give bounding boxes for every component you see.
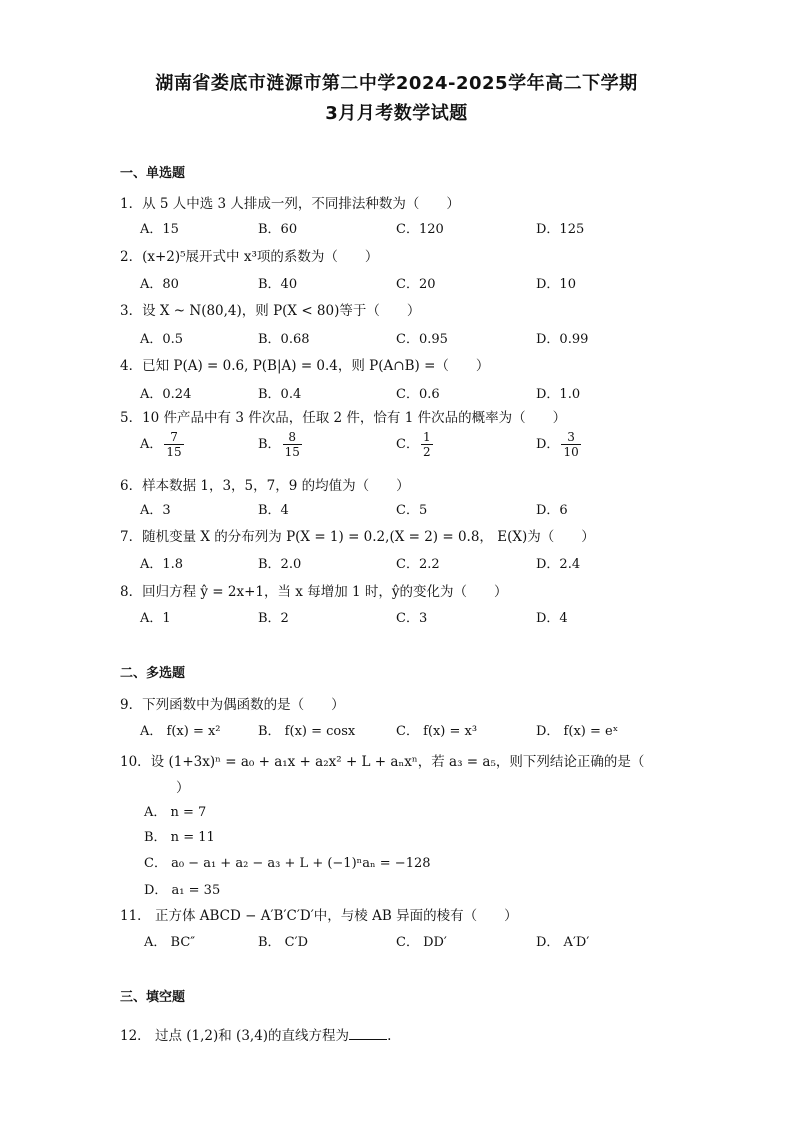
question-12-stem: 12． 过点 (1,2)和 (3,4)的直线方程为 [120, 1028, 350, 1044]
question-10-option-c: C． a₀ − a₁ + a₂ − a₃ + L + (−1)ⁿaₙ = −128 [144, 856, 431, 871]
fraction-numerator: 7 [164, 430, 183, 445]
question-9-option-d: D． f(x) = eˣ [536, 724, 619, 739]
question-2-option-a: A．80 [140, 277, 179, 292]
fraction-numerator: 1 [422, 430, 431, 444]
section-heading-fill-in: 三、填空题 [120, 990, 186, 1005]
question-2-option-d: D．10 [536, 277, 576, 292]
fraction [421, 430, 433, 459]
question-6-option-d: D．6 [536, 503, 568, 518]
question-3-option-a: A．0.5 [140, 332, 184, 347]
answer-blank[interactable] [349, 1027, 387, 1040]
question-3-option-b: B．0.68 [258, 332, 310, 347]
question-1-option-d: D．125 [536, 222, 585, 237]
question-4-stem: 4．已知 P(A) = 0.6, P(B|A) = 0.4，则 P(A∩B) =（ ） [120, 358, 490, 374]
fraction [164, 430, 183, 459]
question-5-option-c-label: C． [396, 437, 419, 452]
question-8-option-d: D．4 [536, 611, 568, 626]
question-3-stem: 3．设 X ~ N(80,4)，则 P(X < 80)等于（ ） [120, 303, 421, 319]
question-12 [120, 1024, 391, 1044]
question-2-stem: 2．(x+2)⁵展开式中 x³项的系数为（ ） [120, 249, 379, 265]
question-11-option-c: C． DD′ [396, 935, 447, 950]
question-5-option-b-label: B． [258, 437, 281, 452]
question-5-option-a [140, 430, 184, 459]
question-8-option-a: A．1 [140, 611, 171, 626]
fraction-numerator: 3 [561, 430, 580, 445]
fraction-denominator: 2 [422, 445, 431, 459]
question-3-option-d: D．0.99 [536, 332, 589, 347]
question-6-stem: 6．样本数据 1，3，5，7，9 的均值为（ ） [120, 478, 410, 494]
question-5-option-d [536, 430, 581, 459]
question-10-stem-continuation: ） [176, 780, 190, 796]
question-7-option-b: B．2.0 [258, 557, 302, 572]
fraction [561, 430, 580, 459]
question-5-option-b [258, 430, 302, 459]
section-heading-multiple-choice: 二、多选题 [120, 666, 186, 681]
question-10-option-d: D． a₁ = 35 [144, 883, 221, 898]
question-5-option-d-label: D． [536, 437, 560, 452]
question-11-option-b: B． C′D [258, 935, 309, 950]
question-1-stem: 1．从 5 人中选 3 人排成一列，不同排法种数为（ ） [120, 196, 460, 212]
question-7-option-d: D．2.4 [536, 557, 581, 572]
question-5-option-c [396, 430, 433, 459]
question-11-option-d: D． A′D′ [536, 935, 590, 950]
question-9-option-a: A． f(x) = x² [140, 724, 221, 739]
question-6-option-c: C．5 [396, 503, 428, 518]
question-8-option-c: C．3 [396, 611, 428, 626]
page-title-line1: 湖南省娄底市涟源市第二中学2024-2025学年高二下学期 [155, 73, 638, 94]
question-1-option-b: B．60 [258, 222, 298, 237]
question-7-option-a: A．1.8 [140, 557, 184, 572]
question-4-option-a: A．0.24 [140, 387, 192, 402]
question-6-option-b: B．4 [258, 503, 289, 518]
question-6-option-a: A．3 [140, 503, 171, 518]
question-12-end: . [387, 1028, 392, 1044]
fraction-denominator: 15 [166, 445, 182, 459]
question-8-option-b: B．2 [258, 611, 289, 626]
question-10-stem: 10．设 (1+3x)ⁿ = a₀ + a₁x + a₂x² + L + aₙxⁿ，若 a₃ = a₅，则下列结论正确的是（ [120, 754, 645, 770]
question-7-stem: 7．随机变量 X 的分布列为 P(X = 1) = 0.2,(X = 2) = 0.8， E(X)为（ ） [120, 529, 595, 545]
question-2-option-c: C．20 [396, 277, 436, 292]
question-9-option-c: C． f(x) = x³ [396, 724, 478, 739]
question-9-stem: 9．下列函数中为偶函数的是（ ） [120, 697, 345, 713]
question-1-option-c: C．120 [396, 222, 444, 237]
question-10-option-b: B． n = 11 [144, 830, 215, 845]
question-11-option-a: A． BC″ [144, 935, 196, 950]
question-8-stem: 8．回归方程 ŷ = 2x+1，当 x 每增加 1 时，ŷ的变化为（ ） [120, 584, 508, 600]
question-2-option-b: B．40 [258, 277, 298, 292]
question-4-option-d: D．1.0 [536, 387, 581, 402]
question-5-stem: 5．10 件产品中有 3 件次品，任取 2 件，恰有 1 件次品的概率为（ ） [120, 410, 567, 426]
question-7-option-c: C．2.2 [396, 557, 440, 572]
section-heading-single-choice: 一、单选题 [120, 166, 186, 181]
question-11-stem: 11． 正方体 ABCD − A′B′C′D′中，与棱 AB 异面的棱有（ ） [120, 908, 518, 924]
question-4-option-b: B．0.4 [258, 387, 302, 402]
fraction [283, 430, 302, 459]
question-5-option-a-label: A． [140, 437, 163, 452]
question-9-option-b: B． f(x) = cosx [258, 724, 356, 739]
question-3-option-c: C．0.95 [396, 332, 448, 347]
question-4-option-c: C．0.6 [396, 387, 440, 402]
fraction-denominator: 15 [284, 445, 300, 459]
fraction-denominator: 10 [563, 445, 579, 459]
question-1-option-a: A．15 [140, 222, 179, 237]
fraction-numerator: 8 [283, 430, 302, 445]
page-title-line2: 3月月考数学试题 [325, 103, 468, 124]
question-10-option-a: A． n = 7 [144, 805, 207, 820]
